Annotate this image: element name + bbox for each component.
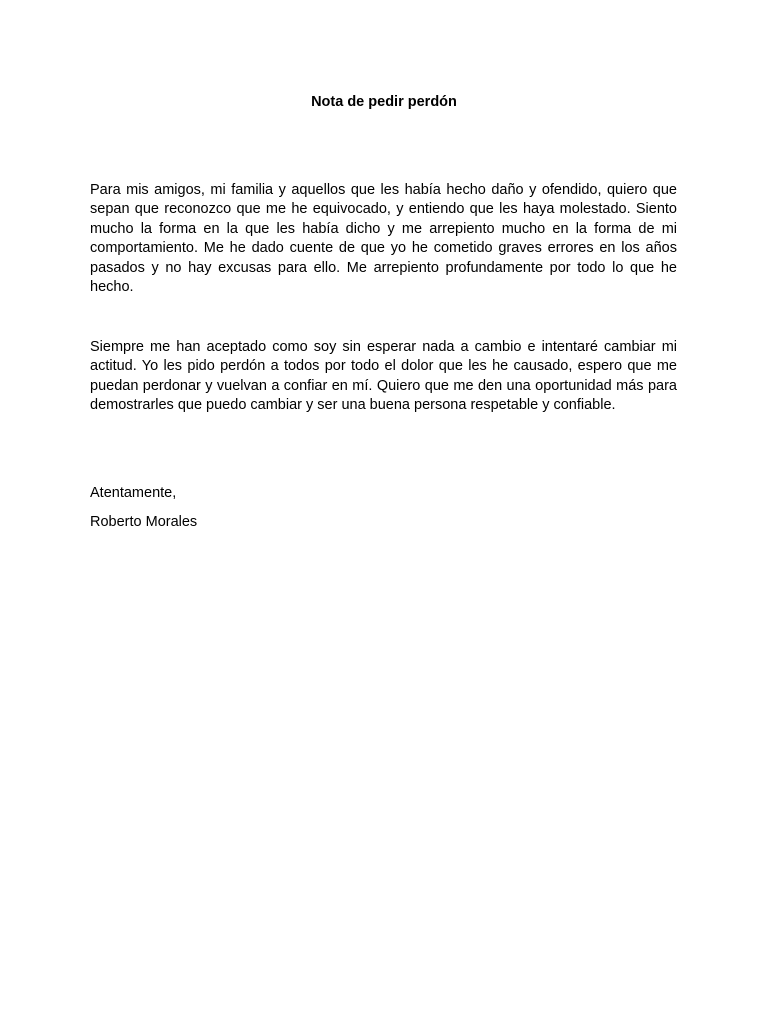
closing-salutation: Atentamente, <box>90 485 177 501</box>
body-paragraph-2: Siempre me han aceptado como soy sin esperar nada a cambio e intentaré cambiar mi actitud. Yo les pido perdón a todos por todo el dolor que les he causado, espero que me puedan perdonar y vuelvan a confiar en mí. Quiero que me den una oportunidad más para demostrarles que puedo cambiar y ser una buena persona respetable y confiable. <box>90 339 677 414</box>
signature-name: Roberto Morales <box>90 514 198 530</box>
body-paragraph-1: Para mis amigos, mi familia y aquellos que les había hecho daño y ofendido, quiero que sepan que reconozco que me he equivocado, y entiendo que les haya molestado. Siento mucho la forma en la que les había dicho y me arrepiento mucho en la forma de mi comportamiento. Me he dado cuente de que yo he cometido graves errores en los años pasados y no hay excusas para ello. Me arrepiento profundamente por todo lo que he hecho. <box>90 182 677 296</box>
document-title: Nota de pedir perdón <box>311 94 457 110</box>
